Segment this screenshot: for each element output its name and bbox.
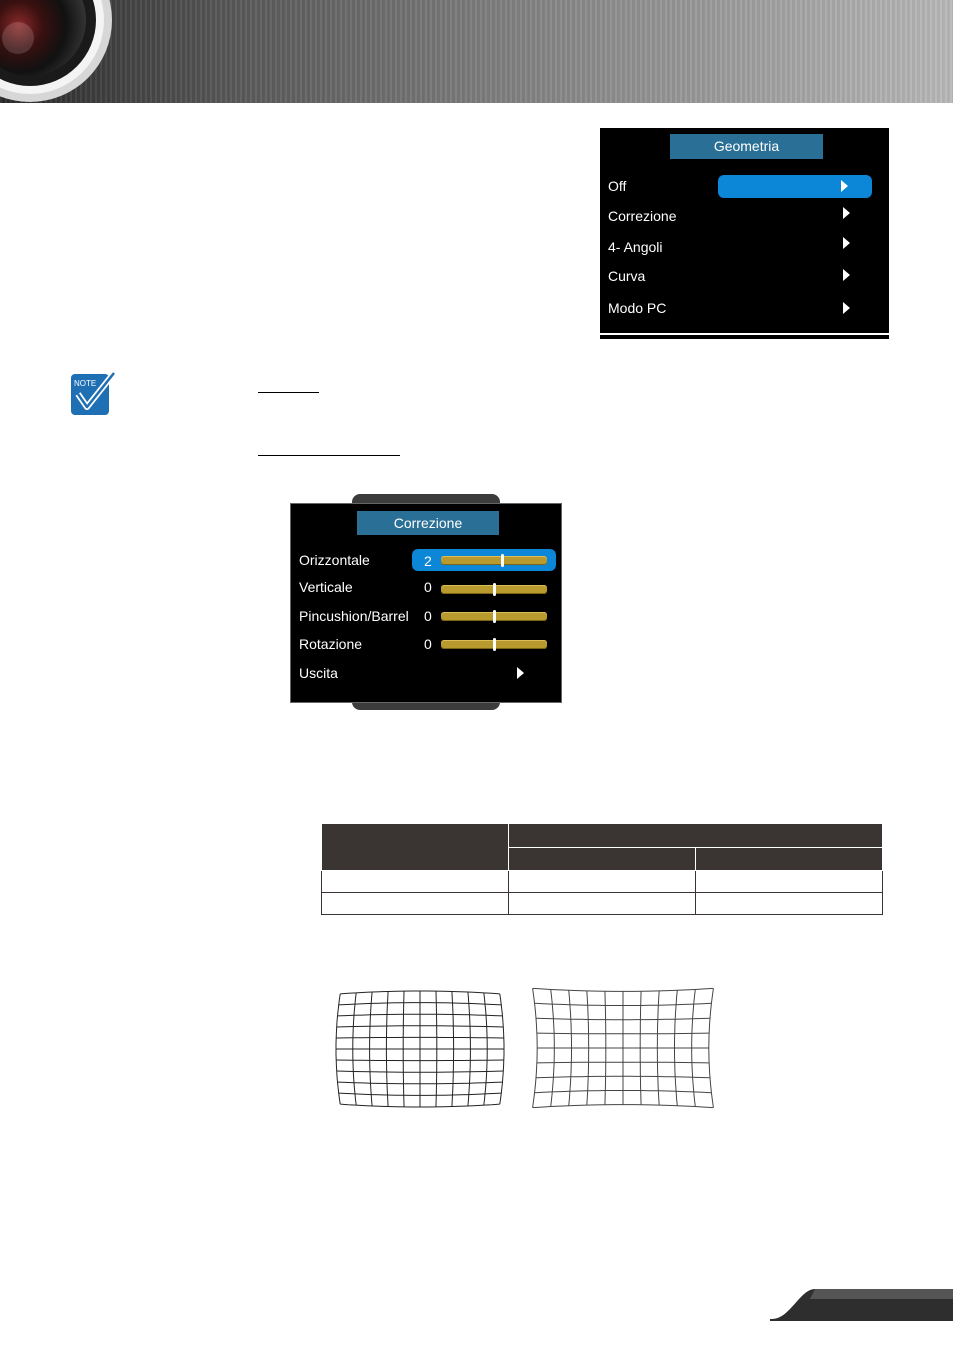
menu-item-4-angoli[interactable]: 4- Angoli bbox=[608, 239, 663, 255]
menu-bottom-rule bbox=[600, 333, 889, 335]
chevron-right-icon[interactable] bbox=[843, 237, 850, 249]
page-tab bbox=[770, 1285, 953, 1325]
slider-knob[interactable] bbox=[493, 638, 496, 651]
grid-line bbox=[533, 1105, 714, 1108]
table-row bbox=[322, 871, 883, 893]
chevron-right-icon[interactable] bbox=[843, 302, 850, 314]
slider-knob[interactable] bbox=[501, 554, 504, 567]
row-rotazione[interactable]: Rotazione bbox=[299, 636, 363, 652]
grid-line bbox=[533, 988, 714, 991]
header-banner bbox=[0, 0, 953, 103]
spec-table bbox=[321, 823, 883, 915]
section-underline-2 bbox=[258, 455, 400, 456]
menu-item-correzione[interactable]: Correzione bbox=[608, 208, 677, 224]
barrel-grid-illustration bbox=[526, 982, 720, 1114]
row-verticale[interactable]: Verticale bbox=[299, 579, 353, 595]
menu-item-modo-pc[interactable]: Modo PC bbox=[608, 300, 667, 316]
table-subheader-cell bbox=[696, 847, 883, 871]
table-row bbox=[322, 893, 883, 915]
value-rotazione: 0 bbox=[424, 636, 432, 652]
correzione-menu bbox=[290, 503, 562, 703]
header-texture bbox=[0, 0, 953, 103]
table-subheader-cell bbox=[509, 847, 696, 871]
slider-rotazione[interactable] bbox=[441, 640, 547, 649]
chevron-right-icon[interactable] bbox=[841, 180, 848, 192]
projector-lens-icon bbox=[0, 0, 130, 103]
menu-item-curva[interactable]: Curva bbox=[608, 268, 646, 284]
slider-knob[interactable] bbox=[493, 583, 496, 596]
value-verticale: 0 bbox=[424, 579, 432, 595]
correzione-menu-title: Correzione bbox=[357, 511, 499, 535]
note-check-icon bbox=[70, 371, 116, 417]
row-pincushion-barrel[interactable]: Pincushion/Barrel bbox=[299, 608, 409, 624]
chevron-right-icon[interactable] bbox=[517, 667, 524, 679]
chevron-right-icon[interactable] bbox=[843, 207, 850, 219]
slider-knob[interactable] bbox=[493, 610, 496, 623]
slider-verticale[interactable] bbox=[441, 585, 547, 594]
table-header-cell bbox=[509, 824, 883, 848]
value-pincushion-barrel: 0 bbox=[424, 608, 432, 624]
row-uscita[interactable]: Uscita bbox=[299, 665, 338, 681]
pincushion-grid-illustration bbox=[330, 985, 510, 1113]
section-underline-1 bbox=[258, 392, 319, 393]
chevron-right-icon[interactable] bbox=[843, 269, 850, 281]
row-orizzontale[interactable]: Orizzontale bbox=[299, 552, 370, 568]
slider-pincushion-barrel[interactable] bbox=[441, 612, 547, 621]
geometria-menu bbox=[600, 128, 889, 339]
geometria-highlight-bar bbox=[718, 175, 872, 198]
note-icon-label: NOTE bbox=[74, 379, 97, 388]
menu-item-off[interactable]: Off bbox=[608, 178, 627, 194]
grid-line bbox=[533, 988, 538, 1107]
value-orizzontale: 2 bbox=[424, 553, 432, 569]
grid-line bbox=[709, 988, 714, 1107]
slider-orizzontale[interactable] bbox=[441, 556, 547, 565]
table-header-cell bbox=[322, 824, 509, 871]
geometria-menu-title: Geometria bbox=[670, 134, 823, 159]
